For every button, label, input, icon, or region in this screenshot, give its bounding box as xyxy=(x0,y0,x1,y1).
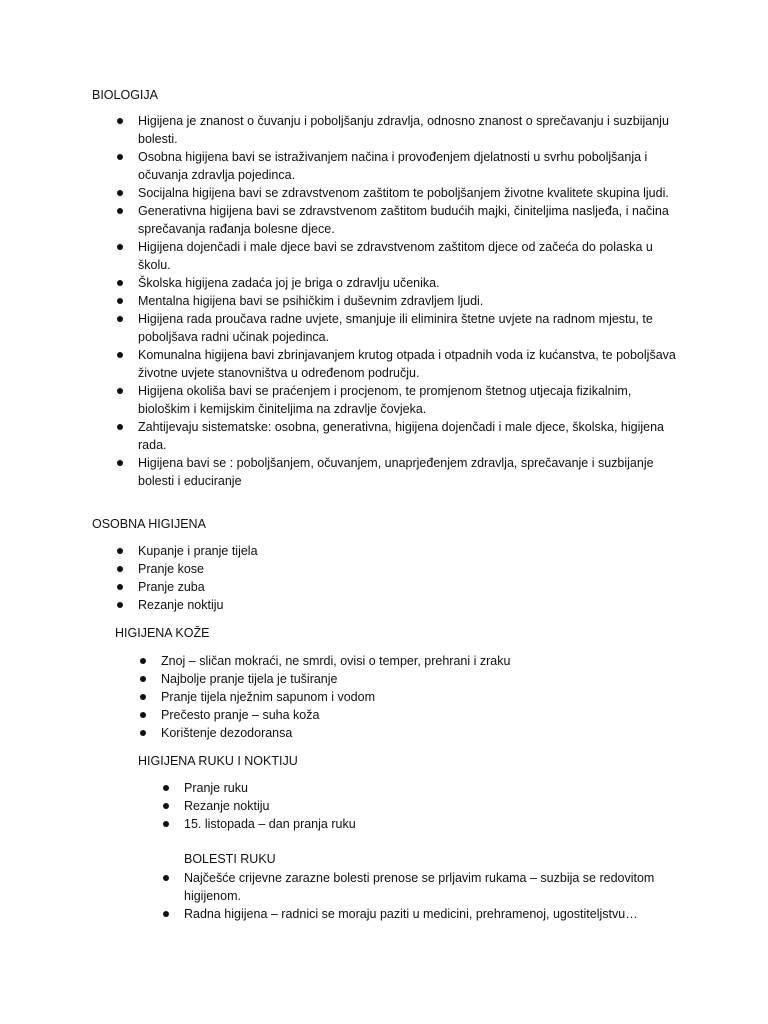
list-item: Znoj – sličan mokraći, ne smrdi, ovisi o temper, prehrani i zraku xyxy=(161,652,681,670)
list-item: Mentalna higijena bavi se psihičkim i duševnim zdravljem ljudi. xyxy=(138,292,683,310)
list-item: Higijena okoliša bavi se praćenjem i procjenom, te promjenom štetnog utjecaja fizikalnim, biološkim i kemijskim činiteljima na zdravlje čovjeka. xyxy=(138,382,683,418)
list-item: 15. listopada – dan pranja ruku xyxy=(184,815,684,833)
osobna-higijena-list xyxy=(138,542,683,614)
list-item: Komunalna higijena bavi zbrinjavanjem krutog otpada i otpadnih voda iz kućanstva, te poboljšava životne uvjete stanovništva u određenom području. xyxy=(138,346,683,382)
list-item: Korištenje dezodoransa xyxy=(161,724,681,742)
list-item: Pranje ruku xyxy=(184,779,684,797)
list-item: Osobna higijena bavi se istraživanjem načina i provođenjem djelatnosti u svrhu poboljšanja i očuvanja zdravlja pojedinca. xyxy=(138,148,683,184)
section-heading-higijena-koze: HIGIJENA KOŽE xyxy=(115,626,210,640)
list-item: Higijena rada proučava radne uvjete, smanjuje ili eliminira štetne uvjete na radnom mjestu, te poboljšava radni učinak pojedinca. xyxy=(138,310,683,346)
list-item: Prečesto pranje – suha koža xyxy=(161,706,681,724)
list-item: Školska higijena zadaća joj je briga o zdravlju učenika. xyxy=(138,274,683,292)
list-item: Najčešće crijevne zarazne bolesti prenose se prljavim rukama – suzbija se redovitom higijenom. xyxy=(184,869,684,905)
list-item: Higijena je znanost o čuvanju i poboljšanju zdravlja, odnosno znanost o sprečavanju i suzbijanju bolesti. xyxy=(138,112,683,148)
list-item: Najbolje pranje tijela je tuširanje xyxy=(161,670,681,688)
list-item: Socijalna higijena bavi se zdravstvenom zaštitom te poboljšanjem životne kvalitete skupina ljudi. xyxy=(138,184,683,202)
list-item: Higijena dojenčadi i male djece bavi se zdravstvenom zaštitom djece od začeća do polaska u školu. xyxy=(138,238,683,274)
list-item: Kupanje i pranje tijela xyxy=(138,542,683,560)
section-heading-osobna-higijena: OSOBNA HIGIJENA xyxy=(92,517,206,531)
list-item: Higijena bavi se : poboljšanjem, očuvanjem, unaprjeđenjem zdravlja, sprečavanje i suzbijanje bolesti i educiranje xyxy=(138,454,683,490)
list-item: Pranje zuba xyxy=(138,578,683,596)
bolesti-ruku-list xyxy=(184,869,684,923)
higijena-ruku-list xyxy=(184,779,684,833)
list-item: Generativna higijena bavi se zdravstvenom zaštitom budućih majki, činiteljima nasljeđa, i načina sprečavanja rađanja bolesne djece. xyxy=(138,202,683,238)
section-heading-bolesti-ruku: BOLESTI RUKU xyxy=(184,852,276,866)
biologija-list xyxy=(138,112,683,490)
section-heading-biologija: BIOLOGIJA xyxy=(92,88,158,102)
list-item: Pranje tijela nježnim sapunom i vodom xyxy=(161,688,681,706)
higijena-koze-list xyxy=(161,652,681,742)
section-heading-higijena-ruku: HIGIJENA RUKU I NOKTIJU xyxy=(138,754,298,768)
list-item: Rezanje noktiju xyxy=(184,797,684,815)
list-item: Pranje kose xyxy=(138,560,683,578)
list-item: Rezanje noktiju xyxy=(138,596,683,614)
list-item: Zahtijevaju sistematske: osobna, generativna, higijena dojenčadi i male djece, školska, higijena rada. xyxy=(138,418,683,454)
list-item: Radna higijena – radnici se moraju paziti u medicini, prehramenoj, ugostiteljstvu… xyxy=(184,905,684,923)
